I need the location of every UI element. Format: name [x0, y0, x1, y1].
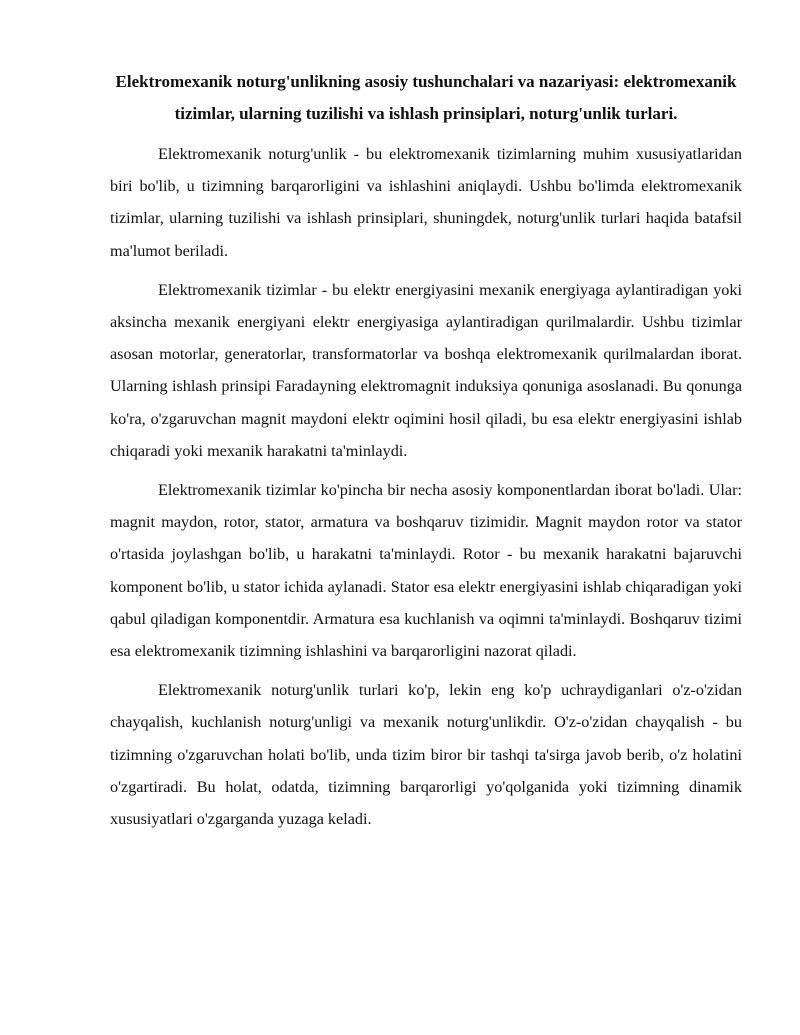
document-page [110, 66, 742, 842]
document-title: Elektromexanik noturg'unlikning asosiy tushunchalari va nazariyasi: elektromexanik tizimlar, ularning tuzilishi va ishlash prinsiplari, noturg'unlik turlari. [115, 72, 737, 123]
paragraph-3: Elektromexanik tizimlar ko'pincha bir necha asosiy komponentlardan iborat bo'ladi. Ular: magnit maydon, rotor, stator, armatura va boshqaruv tizimidir. Magnit maydon rotor va stator o'rtasida joylashgan bo'lib, u harakatni ta'minlaydi. Rotor - bu mexanik harakatni bajaruvchi komponent bo'lib, u stator ichida aylanadi. Stator esa elektr energiyasini ishlab chiqaradigan yoki qabul qiladigan komponentdir. Armatura esa kuchlanish va oqimni ta'minlaydi. Boshqaruv tizimi esa elektromexanik tizimning ishlashini va barqarorligini nazorat qiladi. [110, 481, 742, 661]
paragraph-4: Elektromexanik noturg'unlik turlari ko'p, lekin eng ko'p uchraydiganlari o'z-o'zidan chayqalish, kuchlanish noturg'unligi va mexanik noturg'unlikdir. O'z-o'zidan chayqalish - bu tizimning o'zgaruvchan holati bo'lib, unda tizim biror bir tashqi ta'sirga javob berib, o'z holatini o'zgartiradi. Bu holat, odatda, tizimning barqarorligi yo'qolganida yoki tizimning dinamik xususiyatlari o'zgarganda yuzaga keladi. [110, 681, 742, 829]
paragraph-1: Elektromexanik noturg'unlik - bu elektromexanik tizimlarning muhim xususiyatlaridan biri bo'lib, u tizimning barqarorligini va ishlashini aniqlaydi. Ushbu bo'limda elektromexanik tizimlar, ularning tuzilishi va ishlash prinsiplari, shuningdek, noturg'unlik turlari haqida batafsil ma'lumot beriladi. [110, 145, 742, 260]
paragraph-2: Elektromexanik tizimlar - bu elektr energiyasini mexanik energiyaga aylantiradigan yoki aksincha mexanik energiyani elektr energiyasiga aylantiradigan qurilmalardir. Ushbu tizimlar asosan motorlar, generatorlar, transformatorlar va boshqa elektromexanik qurilmalardan iborat. Ularning ishlash prinsipi Faradayning elektromagnit induksiya qonuniga asoslanadi. Bu qonunga ko'ra, o'zgaruvchan magnit maydoni elektr oqimini hosil qiladi, bu esa elektr energiyasini ishlab chiqaradi yoki mexanik harakatni ta'minlaydi. [110, 280, 742, 460]
